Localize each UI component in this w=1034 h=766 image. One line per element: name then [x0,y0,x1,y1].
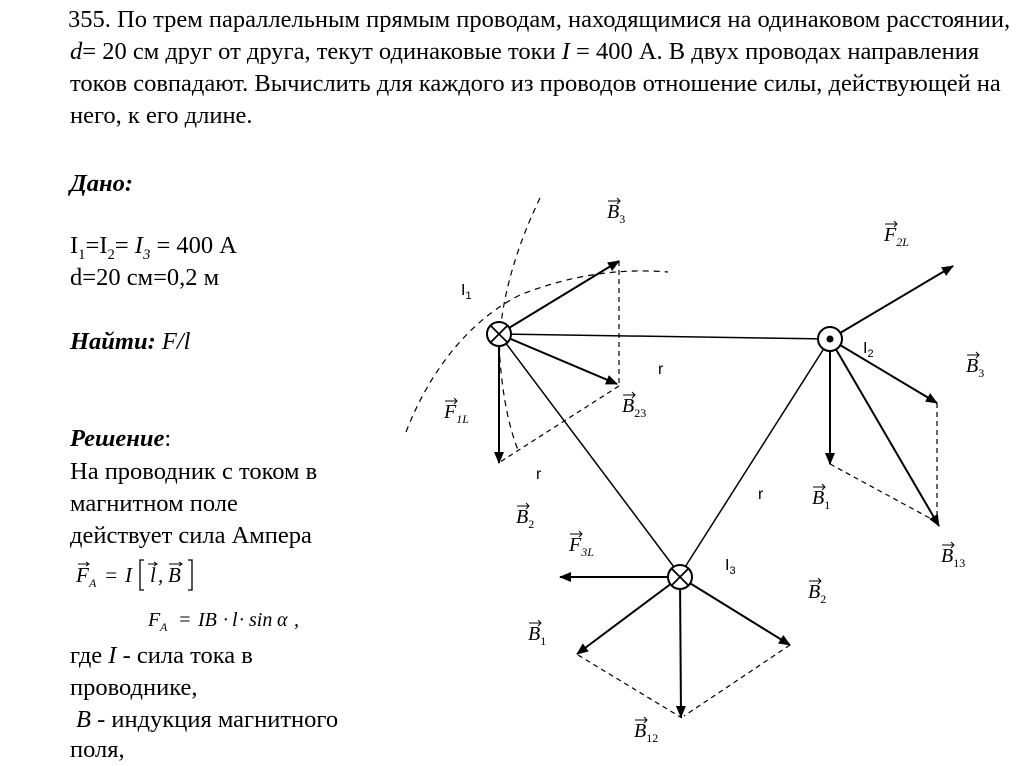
where-1-a: где [70,642,109,669]
construction-line-w2-b [830,464,937,522]
problem-number: 355. [68,6,111,33]
distance-label-top: r [658,361,664,378]
wire-3-symbol [668,565,692,589]
vector-label-f1l [443,398,469,426]
vector-label-b3 [607,198,625,226]
find-heading: Найти: [70,328,156,355]
svg-text:B: B [168,563,181,587]
svg-text:,: , [158,563,164,587]
vector-labels [443,198,984,745]
current-i1-sub: 1 [78,246,86,263]
wire-1-symbol [487,322,511,346]
side-wire2-wire3 [680,339,830,575]
vector-label-b1 [812,484,830,512]
svg-text:F1L: $F_{1L}$ [444,401,469,426]
wire-3-label: $I_3$ [725,557,736,577]
solution-colon: : [164,425,172,452]
vector-b12 [680,577,681,717]
where-line-2: проводнике, [70,674,198,701]
vector-label-b2 [808,578,826,606]
svg-text:·: · [239,609,244,631]
vector-label-b12 [634,717,658,745]
vector-b23-at-wire1 [499,334,617,384]
vector-label-b2 [516,503,534,531]
vector-label-b23 [622,392,646,420]
vector-b3-at-wire1 [499,261,619,334]
svg-text:F: F [76,563,89,587]
vector-b13 [830,339,939,526]
current-i3-sub: 3 [142,246,151,263]
problem-text-1: По трем параллельным прямым проводам, находящимися на одинаковом расстоянии, [110,6,1011,33]
problem-text-2: = 20 см друг от друга, текут одинаковые токи [82,38,562,65]
svg-text:A: A [89,576,97,590]
svg-text:·: · [223,609,228,631]
svg-text:B3: $B_3$ [966,355,985,380]
svg-text:,: , [294,609,299,631]
solution-heading: Решение [70,425,165,452]
where-1-var: I [108,642,117,669]
svg-text:B23: $B_{23}$ [622,395,647,420]
vector-label-b3 [966,352,984,380]
where-1-b: - сила тока в [116,642,253,669]
problem-i-variable: I [561,38,570,65]
side-wire1-wire2 [499,334,830,339]
side-wire1-wire3 [499,334,680,575]
vector-label-b13 [941,542,965,570]
distance-label-right: r [758,486,764,503]
vector-label-b1 [528,620,546,648]
current-i3-symbol: I [134,232,143,259]
current-i2-symbol: =I [85,232,108,259]
solution-line-1: На проводник с током в [70,458,318,485]
svg-text:=: = [178,609,192,631]
current-eq: = [114,232,135,259]
current-i2-sub: 2 [107,246,115,263]
svg-text:α: α [277,609,288,631]
problem-d-variable: d [70,38,83,65]
where-3-var: B [76,706,91,733]
where-line-4: поля, [70,736,125,763]
svg-text:B12: $B_{12}$ [634,720,659,745]
svg-text:l: l [232,609,238,631]
svg-text:B13: $B_{13}$ [941,545,966,570]
solution-line-2: магнитном поле [70,490,238,517]
current-i1-symbol: I [70,232,79,259]
svg-text:A: A [160,620,168,634]
current-value: = 400 А [150,232,237,259]
vector-b3-at-wire2 [830,339,937,403]
construction-line-w3-a [578,655,682,718]
svg-text:B1: $B_1$ [528,623,547,648]
wire-2-symbol [818,327,842,351]
svg-text:sin: sin [249,609,273,631]
vector-label-f2l [883,221,909,249]
given-heading: Дано: [70,170,133,197]
svg-text:B1: $B_1$ [812,487,831,512]
vector-label-f3l [568,531,594,559]
wire-1-label: $I_1$ [461,282,472,302]
distance-label-left: r [536,466,542,483]
solution-line-3: действует сила Ампера [70,522,312,549]
svg-text:F3L: $F_{3L}$ [569,534,594,559]
construction-line-w1-b [500,386,619,462]
svg-text:B3: $B_3$ [607,201,626,226]
construction-line-w3-b [684,645,790,716]
where-3-b: - индукция магнитного [90,706,339,733]
vector-b2-at-wire3 [680,577,790,645]
find-target: F/l [161,328,191,355]
problem-text-3: = 400 А. В двух проводах направления токов совпадают. Вычислить для каждого из проводов отношение силы, действующей на него, к его длине. [70,38,1001,129]
vector-b1-at-wire3 [577,577,680,654]
vector-f2l [830,266,953,339]
svg-text:=: = [104,563,119,587]
svg-text:F: F [148,609,161,631]
svg-text:IB: IB [198,609,217,631]
svg-text:B2: $B_2$ [516,506,535,531]
svg-text:F2L: $F_{2L}$ [884,224,909,249]
svg-text:B2: $B_2$ [808,581,827,606]
given-distance: d=20 см=0,2 м [70,264,220,291]
svg-text:l: l [150,563,156,587]
svg-text:I: I [125,563,132,587]
wire-2-label: $I_2$ [863,340,874,360]
